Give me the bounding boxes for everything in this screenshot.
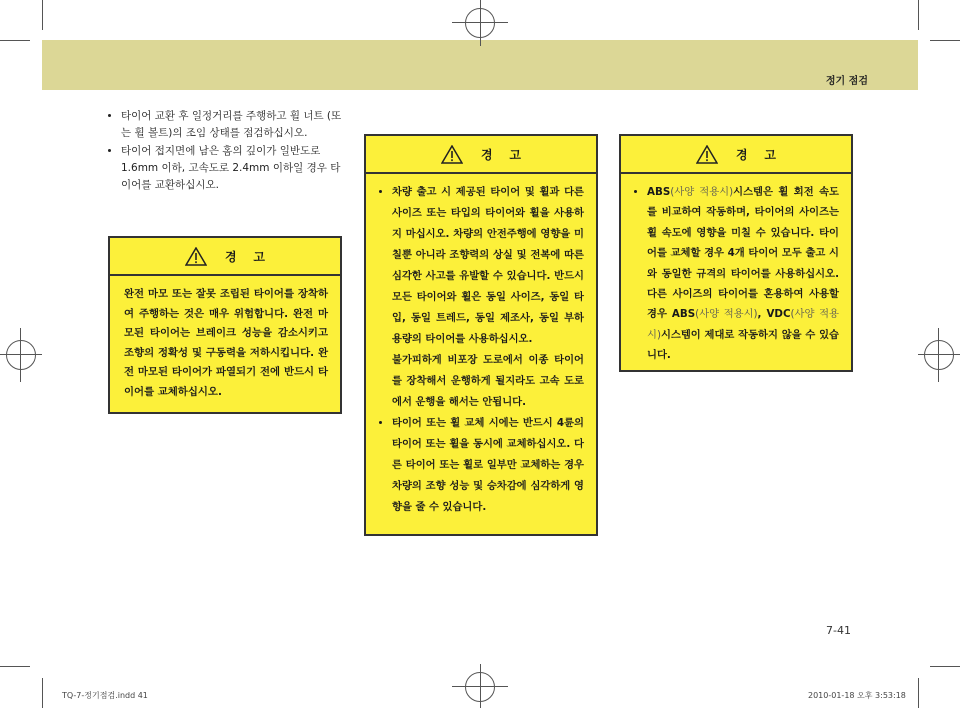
warning-heading: 경 고 [736, 147, 776, 162]
warning-item-text: 시스템은 휠 회전 속도를 비교하여 작동하며, 타이어의 사이즈는 휠 속도에 영향을 미칠 수 있습니다. 타이어를 교체할 경우 4개 타이어 모두 출고 시와 동일한 규격의 타이어를 사용하십시오. 다른 사이즈의 타이어를 혼용하여 사용할 경우 [647, 186, 839, 321]
warning-heading: 경 고 [225, 249, 265, 264]
warning-header [366, 136, 596, 174]
trim-line-rt [930, 40, 960, 41]
trim-line-tr [918, 0, 919, 30]
page-number: 7-41 [826, 624, 851, 637]
option-note: (사양 적용시) [647, 308, 839, 341]
trim-line-bl [42, 678, 43, 708]
trim-line-tl [42, 0, 43, 30]
footer-file: TQ-7-정기점검.indd 41 [62, 691, 148, 700]
warning-item [647, 182, 839, 366]
trim-line-br [918, 678, 919, 708]
trim-line-lb [0, 666, 30, 667]
warning-text [621, 174, 851, 376]
warning-item-text: 타이어 또는 휠 교체 시에는 반드시 4륜의 타이어 또는 휠을 동시에 교체하십시오. 다른 타이어 또는 휠로 일부만 교체하는 경우 차량의 조향 성능 및 승차감에 심각하게 영향을 줄 수 있습니다. [392, 417, 584, 513]
registration-mark-left [6, 340, 36, 370]
abs-label: ABS [671, 308, 696, 321]
crop-mark-right-v [938, 328, 939, 382]
vdc-label: , VDC [757, 308, 791, 321]
warning-box-tire-size [364, 134, 598, 536]
warning-item-text: 시스템이 제대로 작동하지 않을 수 있습니다. [647, 328, 839, 362]
warning-item-extra: 불가피하게 비포장 도로에서 이종 타이어를 장착해서 운행하게 될지라도 고속 도로에서 운행을 해서는 안됩니다. [392, 354, 584, 408]
abs-label: ABS [647, 186, 671, 198]
warning-text: 완전 마모 또는 잘못 조립된 타이어를 장착하여 주행하는 것은 매우 위험합니다. 완전 마모된 타이어는 브레이크 성능을 감소시키고 조향의 정확성 및 구동력을 저하시킵니다. 완전 마모된 타이어가 파열되기 전에 반드시 타이어를 교체하십시오. [124, 288, 328, 398]
registration-mark-top [465, 8, 495, 38]
crop-mark-top-h [452, 22, 508, 23]
footer-stamp: 2010-01-18 오후 3:53:18 [808, 691, 906, 700]
header-band [42, 40, 918, 90]
warning-item [392, 182, 584, 413]
option-note: (사양 적용시) [670, 186, 734, 198]
crop-mark-left-v [20, 328, 21, 382]
trim-line-lt [0, 40, 30, 41]
warning-header [110, 238, 340, 276]
warning-triangle-icon [185, 247, 207, 266]
warning-item [392, 413, 584, 518]
intro-bullet: • 타이어 접지면에 남은 홈의 깊이가 일반도로 1.6mm 이하, 고속도로 2.4mm 이하일 경우 타이어를 교환하십시오. [121, 143, 345, 194]
warning-header [621, 136, 851, 174]
warning-triangle-icon [696, 145, 718, 164]
registration-mark-right [924, 340, 954, 370]
warning-heading: 경 고 [481, 147, 521, 162]
intro-bullet: • 타이어 교환 후 일정거리를 주행하고 휠 너트 (또는 휠 볼트)의 조임 상태를 점검하십시오. [121, 108, 345, 142]
crop-mark-bottom-h [452, 686, 508, 687]
trim-line-rb [930, 666, 960, 667]
warning-text [366, 174, 596, 528]
warning-triangle-icon [441, 145, 463, 164]
registration-mark-bottom [465, 672, 495, 702]
warning-box-tire-wear [108, 236, 342, 414]
warning-box-abs [619, 134, 853, 372]
warning-item-text: 차량 출고 시 제공된 타이어 및 휠과 다른 사이즈 또는 타입의 타이어와 휠을 사용하지 마십시오. 차량의 안전주행에 영향을 미칠뿐 아니라 조향력의 상실 및 전복에 따른 심각한 사고를 유발할 수 있습니다. 반드시 모든 타이어와 휠은 동일 사이즈, 동일 타입, 동일 트레드, 동일 제조사, 동일 부하 용량의 타이어를 사용하십시오. [392, 186, 584, 345]
section-title: 정기 점검 [825, 76, 868, 87]
option-note: (사양 적용시) [695, 308, 758, 321]
intro-bullets [107, 108, 345, 195]
